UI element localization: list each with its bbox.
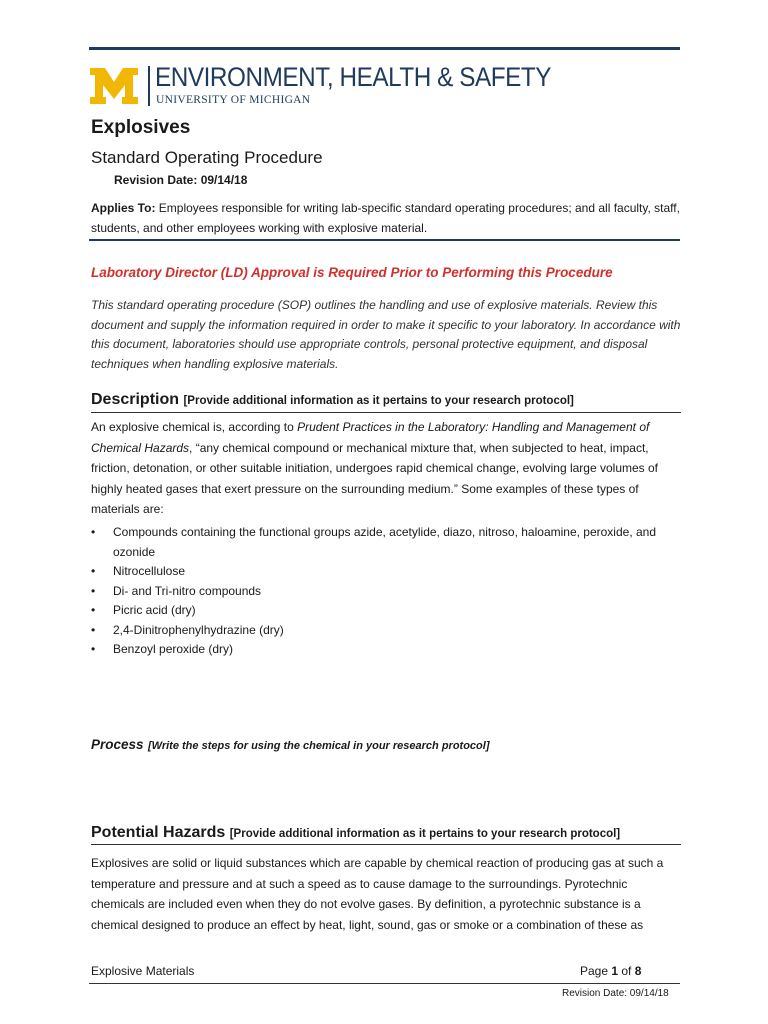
hazards-heading bbox=[91, 824, 681, 845]
intro-paragraph: This standard operating procedure (SOP) outlines the handling and use of explosive materials. Review this document and supply the information required in order to make it specific to your laboratory. In accordance with this document, laboratories should use appropriate controls, personal protective equipment, and disposal techniques when handling explosive materials. bbox=[91, 298, 681, 371]
list-item: • 2,4-Dinitrophenylhydrazine (dry) bbox=[91, 621, 681, 641]
hazards-title: Potential Hazards bbox=[91, 824, 226, 841]
logo-divider bbox=[148, 66, 150, 106]
list-item: • Picric acid (dry) bbox=[91, 601, 681, 621]
list-item: • Nitrocellulose bbox=[91, 562, 681, 582]
hazards-paragraph: Explosives are solid or liquid substances which are capable by chemical reaction of producing gas at such a temperature and pressure and at such a speed as to cause damage to the surroundings. Pyrotechnic chemicals are included even when they do not evolve gases. By definition, a pyrotechnic substance is a chemical designed to produce an effect by heat, light, sound, gas or smoke or a combination of these as bbox=[91, 856, 664, 932]
description-paragraph bbox=[91, 417, 681, 520]
org-name: ENVIRONMENT, HEALTH & SAFETY bbox=[155, 62, 552, 92]
process-title: Process bbox=[91, 737, 144, 752]
description-citation: Prudent Practices in the Laboratory: Handling and Management of Chemical Hazards bbox=[91, 420, 650, 455]
list-item: • Compounds containing the functional groups azide, acetylide, diazo, nitroso, haloamine, peroxide, and ozonide bbox=[91, 523, 681, 562]
list-item: • Benzoyl peroxide (dry) bbox=[91, 640, 681, 660]
examples-list bbox=[91, 523, 681, 660]
hazards-note: [Provide additional information as it pertains to your research protocol] bbox=[229, 828, 621, 840]
applies-label: Applies To: bbox=[91, 201, 156, 215]
footer-document-name: Explosive Materials bbox=[91, 964, 195, 978]
footer-rule bbox=[89, 983, 680, 984]
process-heading bbox=[91, 736, 489, 754]
org-subtitle: UNIVERSITY OF MICHIGAN bbox=[156, 94, 311, 106]
description-heading bbox=[91, 391, 681, 413]
description-title: Description bbox=[91, 391, 180, 408]
document-subtitle: Standard Operating Procedure bbox=[91, 148, 323, 167]
applies-text: Employees responsible for writing lab-specific standard operating procedures; and all faculty, staff, students, and other employees working with explosive material. bbox=[91, 201, 680, 235]
page-total: 8 bbox=[634, 964, 642, 978]
page-of: of bbox=[618, 964, 635, 978]
approval-notice: Laboratory Director (LD) Approval is Required Prior to Performing this Procedure bbox=[91, 265, 613, 280]
list-item: • Di- and Tri-nitro compounds bbox=[91, 582, 681, 602]
footer-revision-date: Revision Date: 09/14/18 bbox=[562, 988, 669, 999]
description-text-after: , “any chemical compound or mechanical mixture that, when subjected to heat, impact, friction, detonation, or other suitable initiation, undergoes rapid chemical change, evolving large volumes of highly heated gases that exert pressure on the surrounding medium.” Some examples of these types of materials are: bbox=[91, 440, 658, 516]
process-note: [Write the steps for using the chemical in your research protocol] bbox=[148, 740, 490, 752]
page-current: 1 bbox=[611, 964, 619, 978]
page-prefix: Page bbox=[580, 964, 612, 978]
university-logo bbox=[90, 68, 138, 104]
revision-date: Revision Date: 09/14/18 bbox=[114, 173, 248, 187]
description-text-before: An explosive chemical is, according to bbox=[91, 420, 298, 434]
description-note: [Provide additional information as it pertains to your research protocol] bbox=[183, 395, 574, 407]
header-top-rule bbox=[89, 47, 680, 50]
section-rule bbox=[89, 239, 680, 241]
document-title: Explosives bbox=[91, 117, 191, 138]
footer-page-number bbox=[580, 964, 641, 978]
applies-to bbox=[91, 198, 681, 238]
